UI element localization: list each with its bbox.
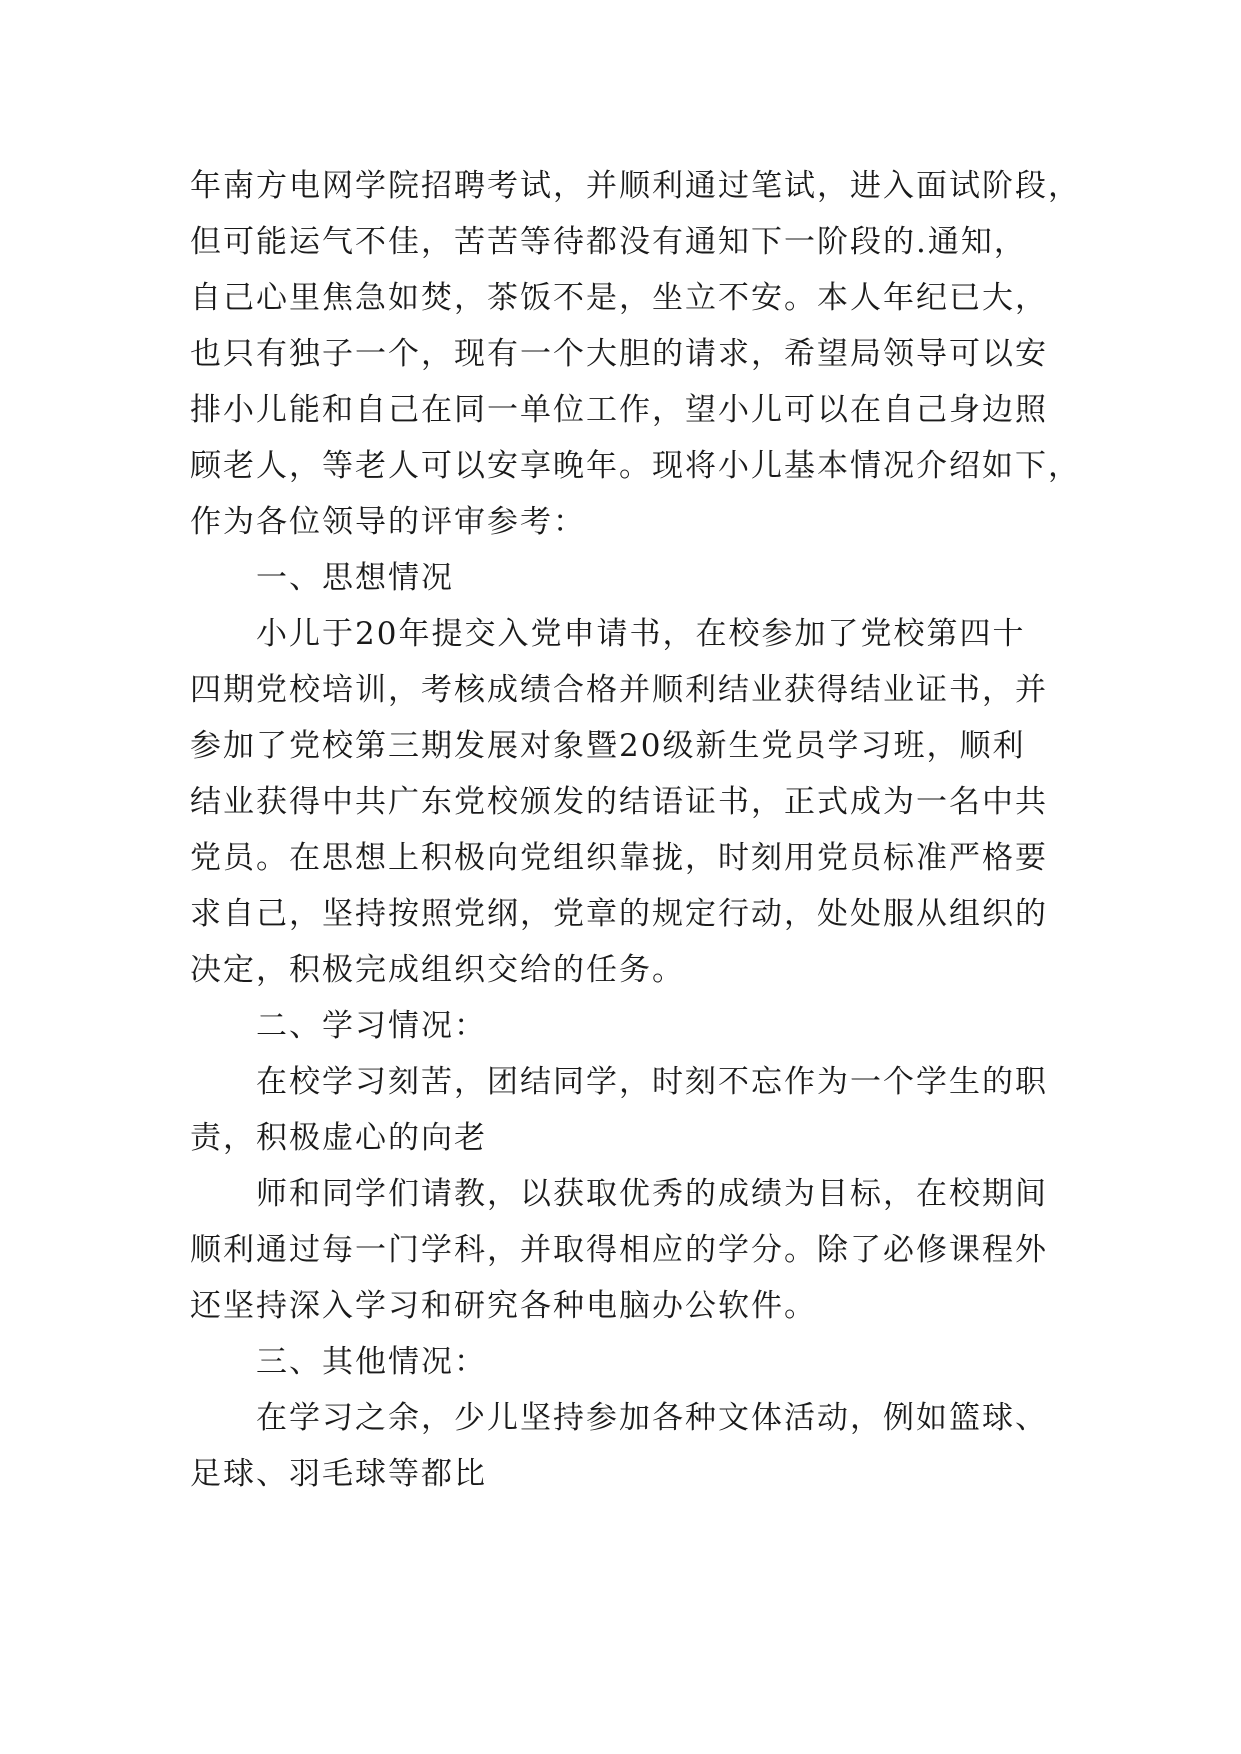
text-line: 足球、羽毛球等都比 — [190, 1456, 487, 1492]
text-line: 决定，积极完成组织交给的任务。 — [190, 952, 685, 988]
text-line: 作为各位领导的评审参考： — [190, 504, 586, 540]
text-line: 排小儿能和自己在同一单位工作，望小儿可以在自己身边照 — [190, 392, 1048, 428]
text-line: 顾老人，等老人可以安享晚年。现将小儿基本情况介绍如下， — [190, 448, 1081, 484]
text-line: 二、学习情况： — [256, 1008, 487, 1044]
text-line: 四期党校培训，考核成绩合格并顺利结业获得结业证书，并 — [190, 672, 1048, 708]
text-line: 在学习之余，少儿坚持参加各种文体活动，例如篮球、 — [256, 1400, 1048, 1436]
text-line: 也只有独子一个，现有一个大胆的请求，希望局领导可以安 — [190, 336, 1048, 372]
text-line: 顺利通过每一门学科，并取得相应的学分。除了必修课程外 — [190, 1232, 1048, 1268]
text-line: 三、其他情况： — [256, 1344, 487, 1380]
text-line: 在校学习刻苦，团结同学，时刻不忘作为一个学生的职 — [256, 1064, 1048, 1100]
text-line: 师和同学们请教，以获取优秀的成绩为目标，在校期间 — [256, 1176, 1048, 1212]
text-line: 小儿于20年提交入党申请书，在校参加了党校第四十 — [256, 616, 1026, 652]
text-line: 自己心里焦急如焚，茶饭不是，坐立不安。本人年纪已大， — [190, 280, 1048, 316]
text-line: 结业获得中共广东党校颁发的结语证书，正式成为一名中共 — [190, 784, 1048, 820]
text-line: 一、思想情况 — [256, 560, 454, 596]
text-line: 但可能运气不佳，苦苦等待都没有通知下一阶段的.通知， — [190, 224, 1027, 260]
text-line: 求自己，坚持按照党纲，党章的规定行动，处处服从组织的 — [190, 896, 1048, 932]
text-line: 参加了党校第三期发展对象暨20级新生党员学习班，顺利 — [190, 728, 1026, 764]
text-line: 年南方电网学院招聘考试，并顺利通过笔试，进入面试阶段， — [190, 168, 1081, 204]
text-line: 党员。在思想上积极向党组织靠拢，时刻用党员标准严格要 — [190, 840, 1048, 876]
text-line: 责，积极虚心的向老 — [190, 1120, 487, 1156]
document-body — [190, 158, 1081, 1502]
text-line: 还坚持深入学习和研究各种电脑办公软件。 — [190, 1288, 817, 1324]
